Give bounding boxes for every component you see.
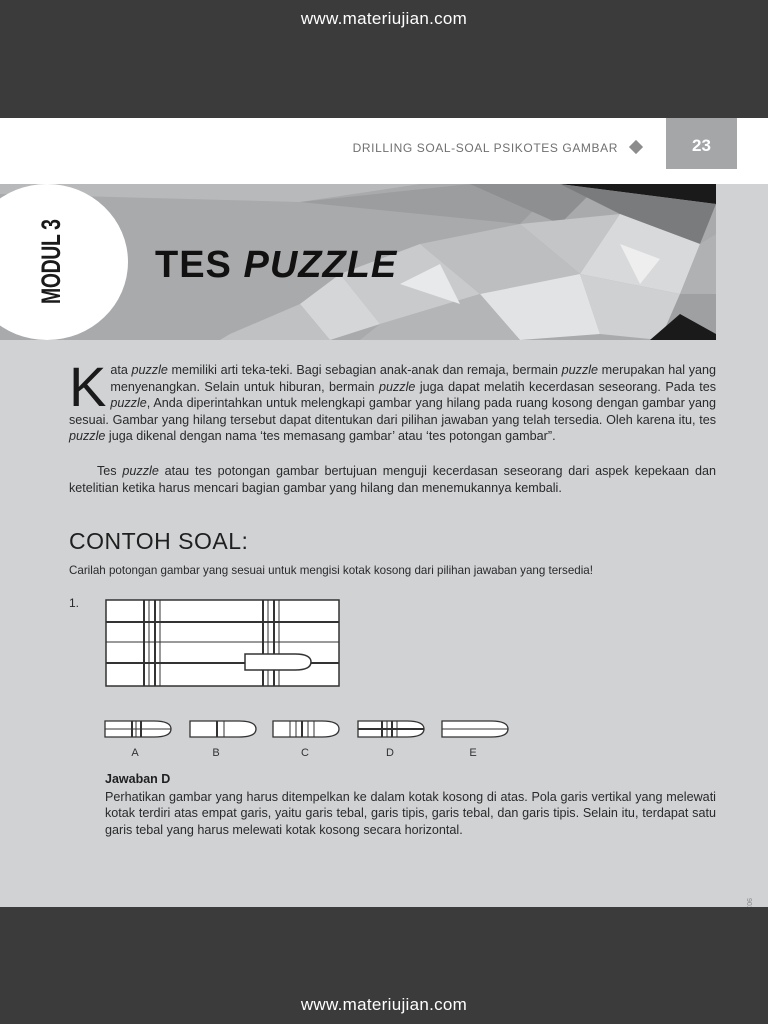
section-heading: CONTOH SOAL: [69, 528, 249, 554]
option-d-shape[interactable] [358, 721, 424, 737]
instruction-text: Carilah potongan gambar yang sesuai untuk mengisi kotak kosong dari pilihan jawaban yang tersedia! [69, 564, 593, 577]
option-label-b: B [212, 747, 220, 759]
question-number: 1. [69, 596, 80, 610]
drop-cap: K [69, 355, 107, 418]
option-c-shape[interactable] [273, 721, 339, 737]
option-e-shape[interactable] [442, 721, 508, 737]
intro-paragraph-1: Kata puzzle memiliki arti teka-teki. Bagi sebagian anak-anak dan remaja, bermain puzzle merupakan hal yang menyenangkan. Selain untuk hiburan, bermain puzzle juga dapat melatih kecerdasan seseorang. Pada tes puzzle, Anda diperintahkan untuk melengkapi gambar yang hilang pada ruang kosong dengan gambar yang sesuai. Gambar yang hilang tersebut dapat ditentukan dari pilihan jawaban yang telah tersedia. Oleh karena itu, tes puzzle juga dikenal dengan nama ‘tes memasang gambar’ atau ‘tes potongan gambar”. [69, 355, 716, 443]
option-label-c: C [301, 747, 309, 759]
module-label: MODUL 3 [36, 219, 66, 304]
site-url-top[interactable]: www.materiujian.com [300, 9, 468, 28]
module-title: TES PUZZLE [155, 244, 398, 286]
answer-title: Jawaban D [105, 772, 171, 786]
page-header [0, 118, 768, 184]
diamond-icon [629, 140, 643, 154]
option-a-shape[interactable] [105, 721, 171, 737]
option-b-shape[interactable] [190, 721, 256, 737]
intro-paragraph-2: Tes puzzle atau tes potongan gambar bertujuan menguji kecerdasan seseorang dari aspek kepekaan dan ketelitian ketika harus mencari bagian gambar yang hilang dan menemukannya kembali. [69, 464, 716, 495]
option-label-a: A [131, 747, 139, 759]
module-banner [0, 184, 716, 340]
document-page [0, 118, 768, 907]
answer-options [104, 718, 514, 742]
answer-explanation: Perhatikan gambar yang harus ditempelkan ke dalam kotak kosong di atas. Pola garis vertikal yang melewati kotak terdiri atas empat garis, yaitu garis tebal, garis tipis, garis tebal, dan garis tipis. Selain itu, terdapat satu garis tebal yang harus melewati kotak kosong secara horizontal. [105, 790, 716, 837]
puzzle-image [105, 599, 341, 689]
page-number: 23 [666, 118, 737, 169]
option-label-d: D [386, 747, 394, 759]
site-url-bottom[interactable]: www.materiujian.com [300, 995, 468, 1014]
running-title: DRILLING SOAL-SOAL PSIKOTES GAMBAR [352, 141, 618, 155]
option-label-e: E [469, 747, 477, 759]
